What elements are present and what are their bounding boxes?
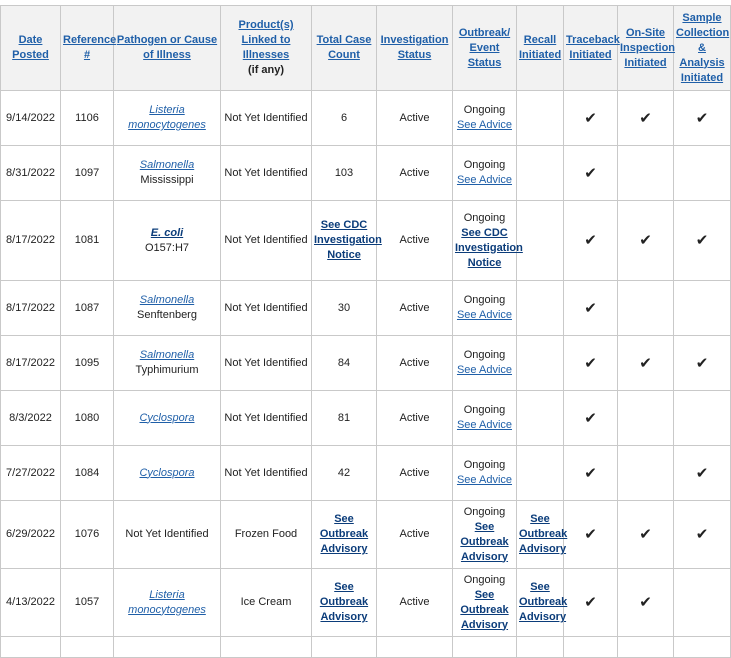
table-cell (674, 637, 731, 658)
checkmark-icon: ✔ (695, 526, 709, 543)
case-count-value: 81 (337, 411, 351, 424)
recall-cell (517, 91, 564, 146)
investigation-status-cell: Active (377, 281, 453, 336)
checkmark-icon: ✔ (584, 409, 597, 427)
recall-link[interactable]: See Outbreak Advisory (519, 513, 568, 555)
recall-cell (517, 391, 564, 446)
checkmark-icon: ✔ (584, 594, 597, 611)
column-header-link[interactable]: Traceback Initiated (566, 34, 620, 61)
outbreak-status-text: Ongoing (463, 404, 506, 416)
pathogen-cell (114, 446, 221, 501)
checkmark-icon: ✔ (584, 164, 597, 182)
pathogen-serotype: Senftenberg (137, 309, 197, 321)
outbreak-advice-link[interactable]: See Advice (456, 419, 513, 431)
product-cell: Not Yet Identified (221, 146, 312, 201)
checkmark-icon: ✔ (639, 232, 652, 249)
investigation-status-cell: Active (377, 391, 453, 446)
table-row (1, 201, 731, 281)
sample-collection-cell (674, 446, 731, 501)
inspection-cell (618, 391, 674, 446)
total-case-count-cell (312, 146, 377, 201)
outbreak-status-cell (453, 501, 517, 569)
product-cell: Not Yet Identified (221, 281, 312, 336)
sample-collection-cell (674, 336, 731, 391)
pathogen-link[interactable]: Cyclospora (139, 466, 195, 479)
inspection-cell (618, 569, 674, 637)
column-header-link[interactable]: Investigation Status (380, 34, 449, 61)
traceback-cell (564, 446, 618, 501)
table-row-partial (1, 637, 731, 658)
table-cell (61, 637, 114, 658)
case-count-link[interactable]: See Outbreak Advisory (319, 513, 369, 555)
pathogen-link[interactable]: Listeria monocytogenes (128, 588, 206, 616)
pathogen-serotype: Mississippi (140, 174, 194, 186)
case-count-value: 84 (337, 356, 351, 369)
outbreak-status-text: Ongoing (463, 104, 506, 116)
pathogen-serotype: O157:H7 (144, 241, 190, 254)
reference-cell: 1080 (61, 391, 114, 446)
investigation-status-cell: Active (377, 201, 453, 281)
date-posted-cell: 7/27/2022 (1, 446, 61, 501)
checkmark-icon: ✔ (639, 526, 652, 543)
date-posted-cell: 8/31/2022 (1, 146, 61, 201)
table-cell (221, 637, 312, 658)
checkmark-icon: ✔ (695, 109, 709, 127)
outbreak-status-text: Ongoing (463, 294, 506, 306)
reference-cell: 1095 (61, 336, 114, 391)
recall-cell (517, 146, 564, 201)
date-posted-cell: 6/29/2022 (1, 501, 61, 569)
checkmark-icon: ✔ (584, 464, 597, 482)
date-posted-cell: 9/14/2022 (1, 91, 61, 146)
product-cell: Ice Cream (221, 569, 312, 637)
date-posted-cell: 8/17/2022 (1, 336, 61, 391)
inspection-cell (618, 446, 674, 501)
table-cell (618, 637, 674, 658)
column-header-total-case-count[interactable] (312, 6, 377, 91)
column-header-link[interactable]: On-Site Inspection Initiated (620, 26, 676, 69)
investigation-status-cell: Active (377, 146, 453, 201)
traceback-cell (564, 281, 618, 336)
inspection-cell (618, 501, 674, 569)
table-cell (377, 637, 453, 658)
pathogen-link[interactable]: Salmonella (139, 349, 195, 361)
column-header-reference[interactable] (61, 6, 117, 91)
outbreak-status-cell (453, 146, 517, 201)
traceback-cell (564, 569, 618, 637)
checkmark-icon: ✔ (639, 109, 652, 127)
outbreak-advice-link[interactable]: See CDC Investigation Notice (455, 226, 523, 269)
column-header-sample-collection[interactable] (674, 6, 731, 91)
recall-cell (517, 446, 564, 501)
column-header-sublabel: (if any) (247, 64, 285, 76)
column-header-link[interactable]: Pathogen or Cause of Illness (116, 34, 218, 61)
reference-cell: 1057 (61, 569, 114, 637)
outbreak-status-cell (453, 336, 517, 391)
outbreak-status-cell (453, 281, 517, 336)
column-header-outbreak-status[interactable] (453, 6, 517, 91)
outbreak-investigations-table (0, 5, 731, 658)
pathogen-serotype: Typhimurium (135, 364, 199, 376)
table-cell (312, 637, 377, 658)
checkmark-icon: ✔ (584, 526, 597, 543)
table-row (1, 446, 731, 501)
case-count-value: 103 (334, 166, 354, 179)
sample-collection-cell (674, 391, 731, 446)
traceback-cell (564, 501, 618, 569)
pathogen-cell (114, 336, 221, 391)
case-count-value: 6 (340, 111, 348, 124)
recall-cell (517, 501, 568, 569)
outbreak-advice-link[interactable]: See Advice (456, 174, 513, 186)
reference-cell: 1076 (61, 501, 114, 569)
inspection-cell (618, 201, 674, 281)
total-case-count-cell (312, 569, 377, 637)
product-cell: Not Yet Identified (221, 391, 312, 446)
pathogen-cell (114, 281, 221, 336)
table-row (1, 91, 731, 146)
sample-collection-cell (674, 281, 731, 336)
case-count-link[interactable]: See Outbreak Advisory (319, 581, 369, 623)
checkmark-icon: ✔ (584, 109, 597, 127)
column-header-traceback[interactable] (564, 6, 618, 91)
outbreak-status-text: Ongoing (463, 573, 506, 586)
total-case-count-cell (312, 501, 377, 569)
sample-collection-cell (674, 501, 731, 569)
outbreak-status-text: Ongoing (463, 349, 506, 361)
reference-cell: 1097 (61, 146, 114, 201)
outbreak-status-cell (453, 446, 517, 501)
checkmark-icon: ✔ (584, 232, 597, 249)
recall-cell (517, 336, 564, 391)
table-cell (453, 637, 517, 658)
reference-cell: 1106 (61, 91, 114, 146)
table-row (1, 146, 731, 201)
table-row (1, 391, 731, 446)
table-header-row (1, 6, 731, 91)
investigation-status-cell: Active (377, 336, 453, 391)
pathogen-link[interactable]: Listeria monocytogenes (128, 104, 206, 131)
recall-cell (517, 569, 568, 637)
outbreak-advice-link[interactable]: See Outbreak Advisory (460, 520, 509, 563)
table-cell (114, 637, 221, 658)
investigation-status-cell: Active (377, 569, 453, 637)
pathogen-cell (114, 391, 221, 446)
column-header-link[interactable]: Date Posted (12, 34, 49, 61)
pathogen-cell (114, 201, 221, 281)
sample-collection-cell (674, 91, 731, 146)
checkmark-icon: ✔ (639, 594, 652, 611)
column-header-link[interactable]: Reference # (63, 34, 117, 61)
total-case-count-cell (312, 336, 377, 391)
product-cell: Not Yet Identified (221, 336, 312, 391)
outbreak-status-cell (453, 91, 517, 146)
checkmark-icon: ✔ (695, 354, 709, 372)
date-posted-cell: 8/3/2022 (1, 391, 61, 446)
table-row (1, 501, 731, 569)
pathogen-cell (114, 569, 221, 637)
pathogen-link[interactable]: Salmonella (139, 159, 195, 171)
column-header-link[interactable]: Total Case Count (316, 34, 372, 61)
date-posted-cell: 8/17/2022 (1, 201, 61, 281)
checkmark-icon: ✔ (584, 299, 597, 317)
sample-collection-cell (674, 569, 731, 637)
inspection-cell (618, 91, 674, 146)
outbreak-status-cell (453, 391, 517, 446)
pathogen-text: Not Yet Identified (125, 528, 209, 540)
checkmark-icon: ✔ (639, 354, 652, 372)
recall-cell (517, 201, 564, 281)
column-header-recall[interactable] (517, 6, 564, 91)
table-cell (1, 637, 61, 658)
date-posted-cell: 4/13/2022 (1, 569, 61, 637)
column-header-link[interactable]: Product(s) Linked to Illnesses (238, 19, 294, 61)
investigation-status-cell: Active (377, 501, 453, 569)
table-row (1, 281, 731, 336)
total-case-count-cell (312, 201, 382, 281)
column-header-link[interactable]: Recall Initiated (519, 34, 562, 61)
checkmark-icon: ✔ (695, 232, 709, 249)
case-count-value: 42 (337, 466, 351, 479)
traceback-cell (564, 91, 618, 146)
total-case-count-cell (312, 446, 377, 501)
pathogen-link[interactable]: Cyclospora (139, 411, 195, 424)
product-cell: Not Yet Identified (221, 446, 312, 501)
table-row (1, 569, 731, 637)
case-count-link[interactable]: See CDC Investigation Notice (314, 219, 382, 261)
total-case-count-cell (312, 281, 377, 336)
table-cell (517, 637, 564, 658)
outbreak-advice-link[interactable]: See Advice (456, 119, 513, 131)
product-cell: Not Yet Identified (221, 91, 312, 146)
column-header-investigation-status[interactable] (377, 6, 453, 91)
total-case-count-cell (312, 91, 377, 146)
column-header-link[interactable]: Outbreak/ Event Status (458, 26, 511, 69)
outbreak-status-text: Ongoing (463, 159, 506, 171)
case-count-value: 30 (337, 301, 351, 314)
sample-collection-cell (674, 201, 731, 281)
product-cell: Not Yet Identified (221, 201, 312, 281)
column-header-pathogen[interactable] (114, 6, 221, 91)
outbreak-status-text: Ongoing (463, 505, 506, 518)
column-header-date-posted[interactable] (1, 6, 61, 91)
recall-cell (517, 281, 564, 336)
date-posted-cell: 8/17/2022 (1, 281, 61, 336)
outbreak-advice-link[interactable]: See Advice (456, 474, 513, 486)
inspection-cell (618, 281, 674, 336)
product-cell: Frozen Food (221, 501, 312, 569)
investigation-status-cell: Active (377, 91, 453, 146)
checkmark-icon: ✔ (584, 354, 597, 372)
outbreak-status-text: Ongoing (463, 459, 506, 471)
total-case-count-cell (312, 391, 377, 446)
outbreak-status-cell (453, 569, 517, 637)
pathogen-cell (114, 146, 221, 201)
investigation-status-cell: Active (377, 446, 453, 501)
checkmark-icon: ✔ (695, 464, 709, 482)
column-header-inspection[interactable] (618, 6, 674, 91)
traceback-cell (564, 391, 618, 446)
pathogen-cell (114, 91, 221, 146)
traceback-cell (564, 146, 618, 201)
table-cell (564, 637, 618, 658)
outbreak-advice-link[interactable]: See Outbreak Advisory (460, 588, 509, 631)
sample-collection-cell (674, 146, 731, 201)
reference-cell: 1081 (61, 201, 114, 281)
table-body (1, 91, 731, 658)
table-row (1, 336, 731, 391)
reference-cell: 1087 (61, 281, 114, 336)
reference-cell: 1084 (61, 446, 114, 501)
outbreak-advice-link[interactable]: See Advice (456, 364, 513, 376)
pathogen-link[interactable]: Salmonella (139, 294, 195, 306)
outbreak-advice-link[interactable]: See Advice (456, 309, 513, 321)
traceback-cell (564, 201, 618, 281)
column-header-link[interactable]: Sample Collection & Analysis Initiated (676, 11, 730, 84)
outbreak-status-cell (453, 201, 523, 281)
pathogen-link[interactable]: E. coli (150, 226, 184, 239)
traceback-cell (564, 336, 618, 391)
outbreak-status-text: Ongoing (463, 211, 506, 224)
inspection-cell (618, 146, 674, 201)
column-header-products[interactable] (221, 6, 312, 91)
recall-link[interactable]: See Outbreak Advisory (519, 581, 568, 623)
inspection-cell (618, 336, 674, 391)
pathogen-cell (114, 501, 221, 569)
